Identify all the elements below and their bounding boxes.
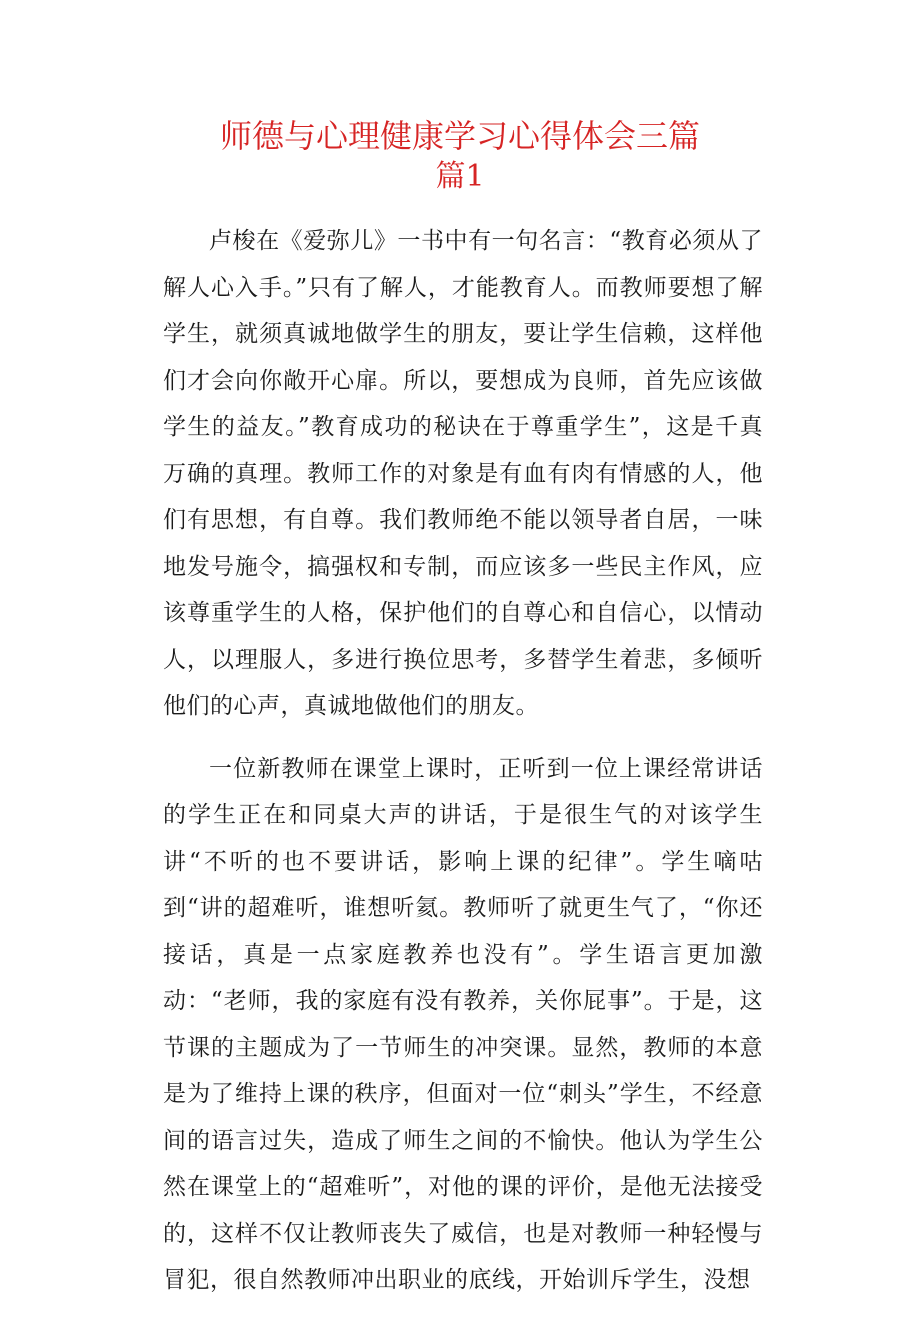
paragraph-1: 卢梭在《爱弥儿》一书中有一句名言：“教育必须从了解人心入手。”只有了解人，才能教育人。而教师要想了解学生，就须真诚地做学生的朋友，要让学生信赖，这样他们才会向你敞开心扉。所以，要想成为良师，首先应该做学生的益友。”教育成功的秘诀在于尊重学生”，这是千真万确的真理。教师工作的对象是有血有肉有情感的人，他们有思想，有自尊。我们教师绝不能以领导者自居，一味地发号施令，搞强权和专制，而应该多一些民主作风，应该尊重学生的人格，保护他们的自尊心和自信心，以情动人，以理服人，多进行换位思考，多替学生着悲，多倾听他们的心声，真诚地做他们的朋友。 bbox=[163, 228, 763, 719]
paragraph-2: 一位新教师在课堂上课时，正听到一位上课经常讲话的学生正在和同桌大声的讲话，于是很生气的对该学生讲“不听的也不要讲话，影响上课的纪律”。学生嘀咕到“讲的超难听，谁想听氦。教师听了就更生气了，“你还接话，真是一点家庭教养也没有”。学生语言更加激动：“老师，我的家庭有没有教养，关你屁事”。于是，这节课的主题成为了一节师生的冲突课。显然，教师的本意是为了维持上课的秩序，但面对一位“刺头”学生，不经意间的语言过失，造成了师生之间的不愉快。他认为学生公然在课堂上的“超难听”，对他的课的评价，是他无法接受的，这样不仅让教师丧失了威信，也是对教师一种轻慢与冒犯，很自然教师冲出职业的底线，开始训斥学生，没想 bbox=[163, 755, 763, 1293]
section-heading: 篇1 bbox=[435, 159, 485, 194]
document-body bbox=[163, 218, 763, 1320]
document-title: 师德与心理健康学习心得体会三篇 bbox=[219, 117, 700, 155]
